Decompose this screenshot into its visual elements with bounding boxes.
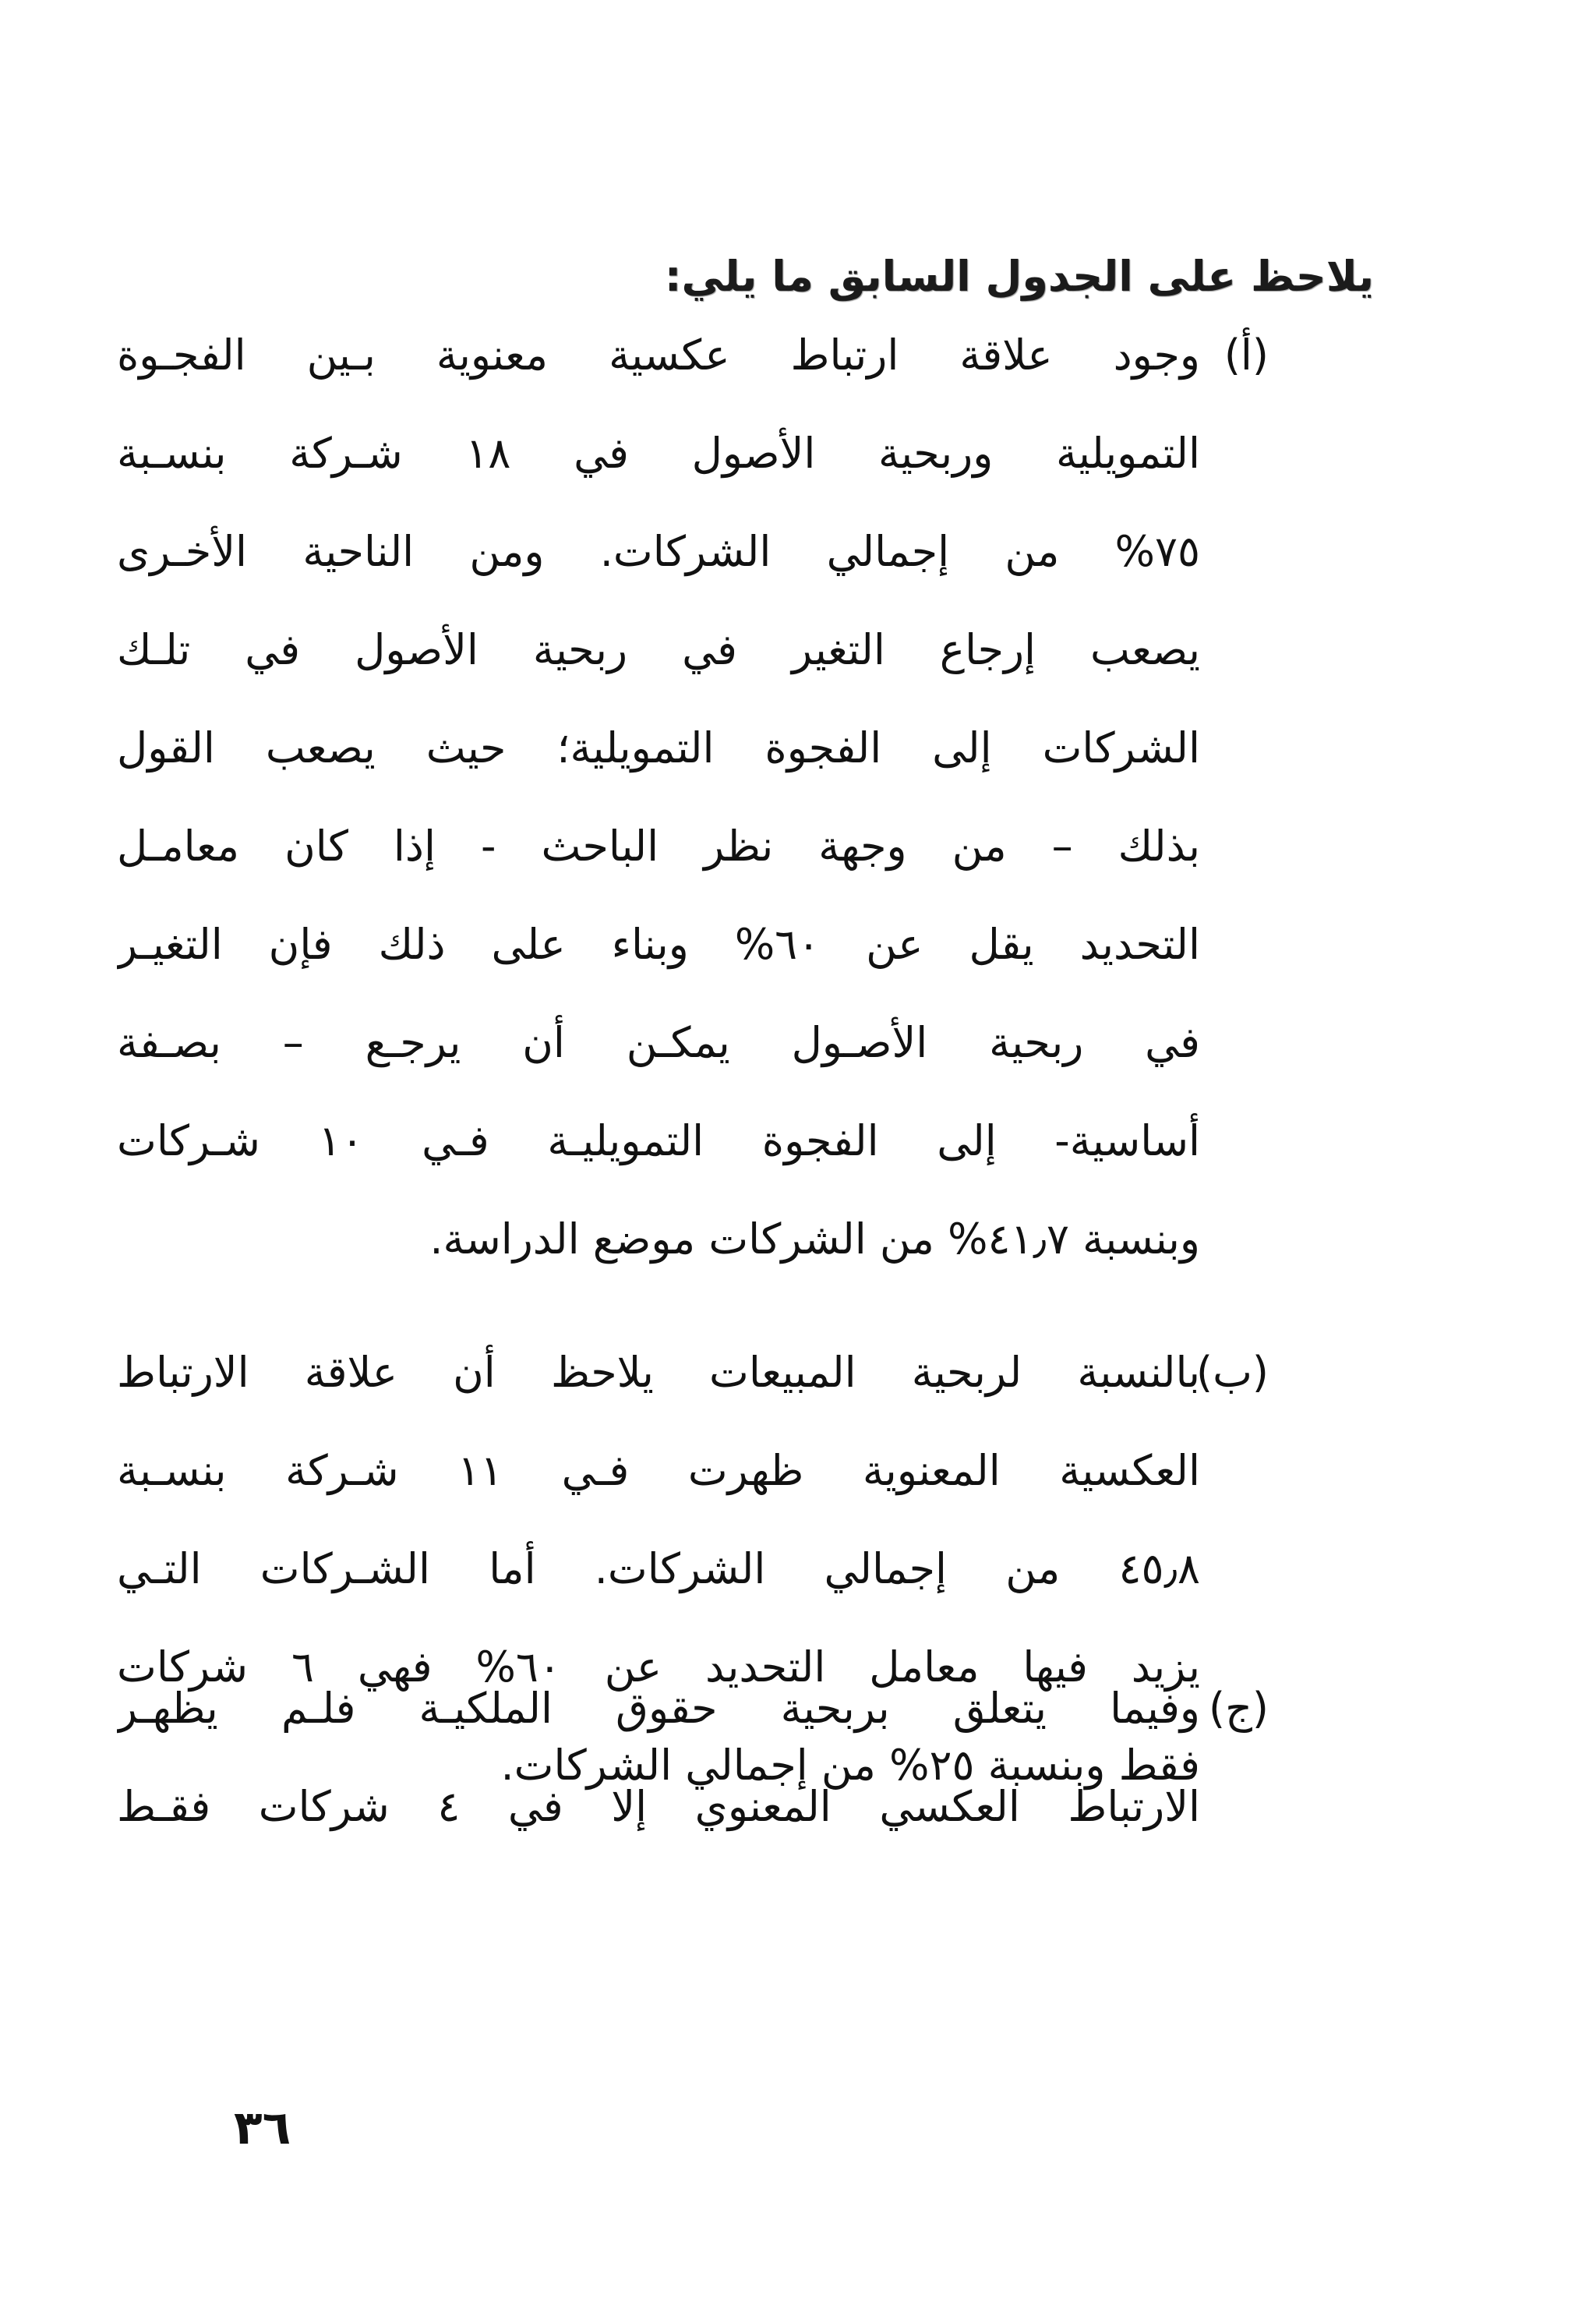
text-line: وبنسبة ٤١٫٧% من الشركات موضع الدراسة. bbox=[429, 1214, 1200, 1264]
text-line: وفيما يتعلق بربحية حقوق الملكيـة فلـم يظهـر bbox=[117, 1684, 1200, 1733]
item-marker: (أ) bbox=[1223, 331, 1269, 380]
text-line: أساسية- إلى الفجوة التمويليـة فـي ١٠ شـركات bbox=[117, 1116, 1200, 1165]
item-text bbox=[117, 1660, 1200, 1856]
text-line: الارتباط العكسي المعنوي إلا في ٤ شركات فقـط bbox=[117, 1782, 1200, 1831]
text-line: فقط وبنسبة ٢٥% من إجمالي الشركات. bbox=[500, 1741, 1200, 1790]
page-number: ٣٦ bbox=[234, 2101, 291, 2155]
text-line: ٧٥% من إجمالي الشركات. ومن الناحية الأخـرى bbox=[117, 527, 1200, 576]
item-marker: (ب) bbox=[1196, 1348, 1269, 1397]
text-line: العكسية المعنوية ظهرت فـي ١١ شـركة بنسـبة bbox=[117, 1446, 1200, 1495]
text-line: في ربحية الأصـول يمكـن أن يرجـع – بصـفة bbox=[117, 1018, 1200, 1067]
intro-heading: يلاحظ على الجدول السابق ما يلي: bbox=[664, 252, 1374, 301]
text-line: يزيد فيها معامل التحديد عن ٦٠% فهي ٦ شركات bbox=[117, 1642, 1200, 1692]
text-line: يصعب إرجاع التغير في ربحية الأصول في تلـك bbox=[117, 625, 1200, 674]
item-text bbox=[117, 306, 1200, 1289]
text-line: بالنسبة لربحية المبيعات يلاحظ أن علاقة الارتباط bbox=[117, 1348, 1200, 1397]
text-line: ٤٥٫٨ من إجمالي الشركات. أما الشـركات التـي bbox=[117, 1544, 1200, 1593]
text-line: الشركات إلى الفجوة التمويلية؛ حيث يصعب القول bbox=[117, 723, 1200, 772]
text-line: التحديد يقل عن ٦٠% وبناء على ذلك فإن التغيـر bbox=[117, 920, 1200, 969]
text-line: وجود علاقة ارتباط عكسية معنوية بـين الفجـوة bbox=[117, 331, 1200, 380]
item-marker: (ج) bbox=[1209, 1684, 1269, 1733]
text-line: التمويلية وربحية الأصول في ١٨ شـركة بنسـبة bbox=[117, 429, 1200, 478]
text-line: بذلك – من وجهة نظر الباحث - إذا كان معامـل bbox=[117, 822, 1200, 871]
